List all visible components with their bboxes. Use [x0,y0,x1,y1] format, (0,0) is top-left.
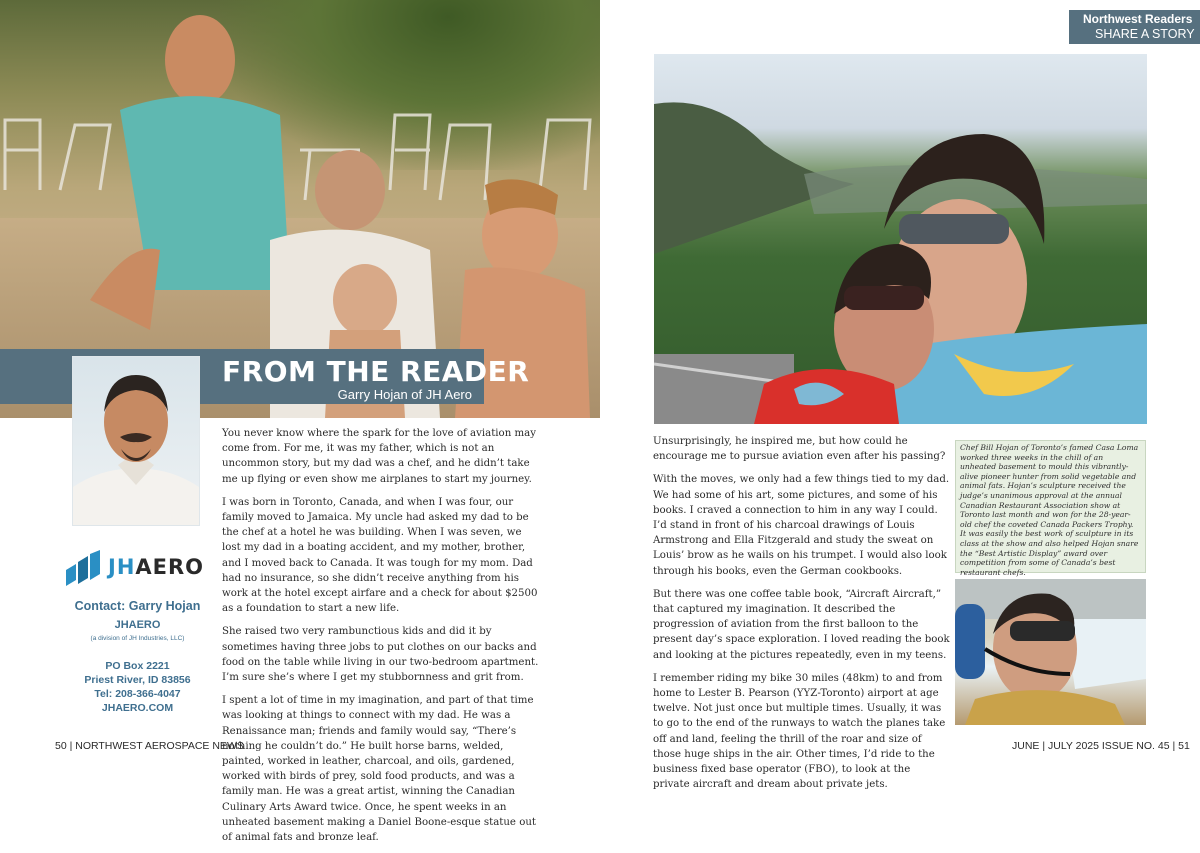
footer-left: 50 | NORTHWEST AEROSPACE NEWS [55,740,244,752]
contact-address2: Priest River, ID 83856 [84,674,191,686]
logo-wordmark: JHAERO [108,555,205,579]
section-tab [1069,10,1200,44]
contact-website[interactable]: JHAERO.COM [101,702,174,714]
paragraph: She raised two very rambunctious kids and did it by sometimes having three jobs to put clothes on our backs and food on the table while living in our two-bedroom apartment. I’m sure she’s where I get my stubbornness and grit from. [222,626,539,684]
section-tab-title: Northwest Readers [1083,12,1193,26]
paragraph: I remember riding my bike 30 miles (48km) to and from home to Lester B. Pearson (YYZ-Toronto) airport at age twelve. Not just once but multiple times. Usually, it was to go to the end of the runways to watch the planes take off and land, feeling the thrill of the roar and size of those huge ships in the air. Other times, I’d ride to the business fixed base operator (FBO), to look at the private aircraft and dream about private jets. [653,672,946,791]
article-column-right [653,434,950,800]
paragraph: I spent a lot of time in my imagination, and part of that time was looking at things to connect with my dad. He was a Renaissance man; friends and family would say, “There’s nothing he couldn’t do.” He built horse barns, welded, painted, worked in leather, charcoal, and oils, gardened, worked with birds of prey, sold food products, and was a family man. He was a great artist, winning the Canadian Culinary Arts Award twice. Once, he spent weeks in an unheated basement making a Daniel Boone-esque statue out of animal fats and bronze leaf. [222,695,536,844]
article-column-left [222,426,542,853]
newspaper-clipping: Chef Bill Hojan of Toronto’s famed Casa Loma worked three weeks in the chill of an unheated basement to mould this vibrantly-alive pioneer hunter from solid vegetable and animal fats. Hojan’s sculpture received the judge’s unanimous approval at the annual Canadian Restaurant Association show at Toronto last month and won for the 28-year-old chef the coveted Canada Packers Trophy. It was easily the best work of sculpture in its class at the show and also helped Hojan snare the “Best Artistic Display” award over competition from some of Canada’s best restaurant chefs. [955,440,1146,573]
paragraph: You never know where the spark for the love of aviation may come from. For me, it was my father, which is not an uncommon story, but my dad was a chef, and he didn’t take me up flying or even show me airplanes to start my journey. [222,428,536,485]
paragraph: Unsurprisingly, he inspired me, but how could he encourage me to pursue aviation even after his passing? [653,436,946,463]
paragraph: I was born in Toronto, Canada, and when I was four, our family moved to Jamaica. My uncle had asked my dad to be the chef at a hotel he was building. When I was seven, we lost my dad in a boating accident, and my mother, brother, and I moved back to Canada. It was tough for my mom. Dad had no insurance, so she didn’t receive anything from his work at the hotel except airfare and a check for about $2500 as a foundation to start a new life. [222,496,538,615]
article-title: FROM THE READER [222,355,530,388]
author-portrait [72,356,200,526]
couple-selfie-photo [654,54,1147,424]
article-byline: Garry Hojan of JH Aero [337,387,472,402]
contact-heading: Contact: Garry Hojan [74,599,201,613]
contact-phone: Tel: 208-366-4047 [94,688,181,700]
section-tab-subtitle: SHARE A STORY [1095,27,1195,41]
contact-company: JHAERO [114,619,161,631]
footer-right: JUNE | JULY 2025 ISSUE NO. 45 | 51 [1012,740,1190,752]
cockpit-photo [955,579,1146,725]
paragraph: But there was one coffee table book, “Aircraft Aircraft,” that captured my imagination. It described the progression of aviation from the first balloon to the present day’s space exploration. I loved reading the book and looking at the pictures repeatedly, even in my teens. [653,588,950,661]
contact-address1: PO Box 2221 [105,660,170,672]
paragraph: With the moves, we only had a few things tied to my dad. We had some of his art, some pictures, and some of his books. I craved a connection to him in any way I could. I’d stand in front of his charcoal drawings of Louis Armstrong and Ella Fitzgerald and study the sweat on Louis’ brow as he wails on his trumpet. I would also look through his books, even the German cookbooks. [653,474,950,577]
contact-division: (a division of JH Industries, LLC) [90,635,185,642]
